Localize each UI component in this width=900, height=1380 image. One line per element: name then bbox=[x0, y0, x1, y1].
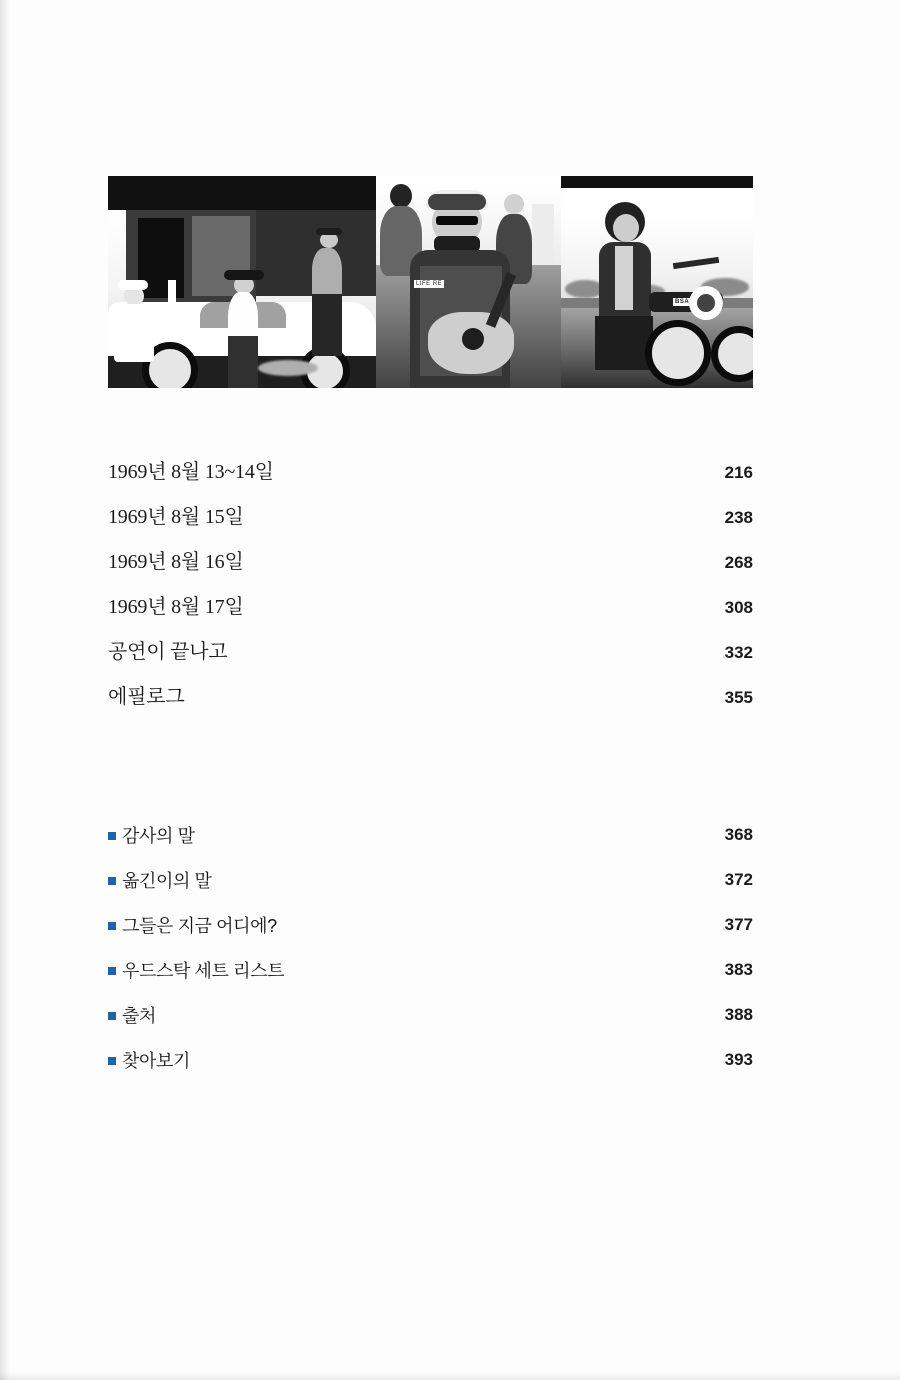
toc-entry[interactable] bbox=[108, 455, 753, 500]
toc-entry-page: 372 bbox=[724, 869, 753, 889]
toc-entry[interactable] bbox=[108, 812, 753, 857]
photo-panel-guitarist bbox=[376, 176, 561, 388]
toc-entry[interactable] bbox=[108, 947, 753, 992]
toc-entry-title: 1969년 8월 16일 bbox=[108, 551, 244, 573]
square-bullet-icon bbox=[108, 967, 116, 975]
toc-entry-page: 216 bbox=[724, 463, 753, 482]
square-bullet-icon bbox=[108, 1012, 116, 1020]
toc-entry-page: 238 bbox=[724, 508, 753, 527]
photo-panel-car-and-officer bbox=[108, 210, 376, 388]
toc-entry[interactable] bbox=[108, 500, 753, 545]
table-of-contents-back-matter bbox=[108, 812, 753, 1082]
square-bullet-icon bbox=[108, 1057, 116, 1065]
toc-entry-title: 공연이 끝나고 bbox=[108, 641, 228, 663]
photo-strip bbox=[108, 176, 753, 388]
toc-entry[interactable] bbox=[108, 590, 753, 635]
toc-entry-title: 옮긴이의 말 bbox=[122, 870, 212, 891]
photo-tag-bsa: BSA bbox=[675, 299, 690, 305]
toc-entry[interactable] bbox=[108, 902, 753, 947]
toc-entry-page: 393 bbox=[724, 1049, 753, 1069]
toc-entry[interactable] bbox=[108, 545, 753, 590]
toc-entry-title: 1969년 8월 17일 bbox=[108, 596, 244, 618]
toc-entry-page: 377 bbox=[724, 914, 753, 934]
page-edge-shadow bbox=[0, 0, 10, 1380]
photo-tag-life: LIFE RE bbox=[416, 281, 443, 287]
photo-panel-motorcycle bbox=[561, 188, 753, 388]
page-bottom-shadow bbox=[0, 1372, 900, 1380]
toc-entry-page: 383 bbox=[724, 959, 753, 979]
toc-entry-page: 355 bbox=[724, 688, 753, 707]
toc-entry-page: 368 bbox=[724, 824, 753, 844]
toc-entry[interactable] bbox=[108, 680, 753, 725]
toc-entry-title: 우드스탁 세트 리스트 bbox=[122, 960, 285, 981]
square-bullet-icon bbox=[108, 922, 116, 930]
toc-entry-title: 1969년 8월 15일 bbox=[108, 506, 244, 528]
toc-entry-title: 감사의 말 bbox=[122, 825, 195, 846]
toc-entry-page: 268 bbox=[724, 553, 753, 572]
square-bullet-icon bbox=[108, 832, 116, 840]
toc-entry-title: 그들은 지금 어디에? bbox=[122, 915, 277, 936]
toc-entry-title: 1969년 8월 13~14일 bbox=[108, 461, 274, 483]
toc-entry[interactable] bbox=[108, 857, 753, 902]
toc-entry-page: 332 bbox=[724, 643, 753, 662]
toc-entry-title: 출처 bbox=[122, 1005, 156, 1026]
toc-entry[interactable] bbox=[108, 1037, 753, 1082]
toc-entry-page: 388 bbox=[724, 1004, 753, 1024]
table-of-contents-main bbox=[108, 455, 753, 725]
toc-entry-title: 찾아보기 bbox=[122, 1050, 190, 1071]
toc-entry[interactable] bbox=[108, 992, 753, 1037]
toc-entry-title: 에필로그 bbox=[108, 686, 185, 708]
toc-entry[interactable] bbox=[108, 635, 753, 680]
toc-entry-page: 308 bbox=[724, 598, 753, 617]
square-bullet-icon bbox=[108, 877, 116, 885]
